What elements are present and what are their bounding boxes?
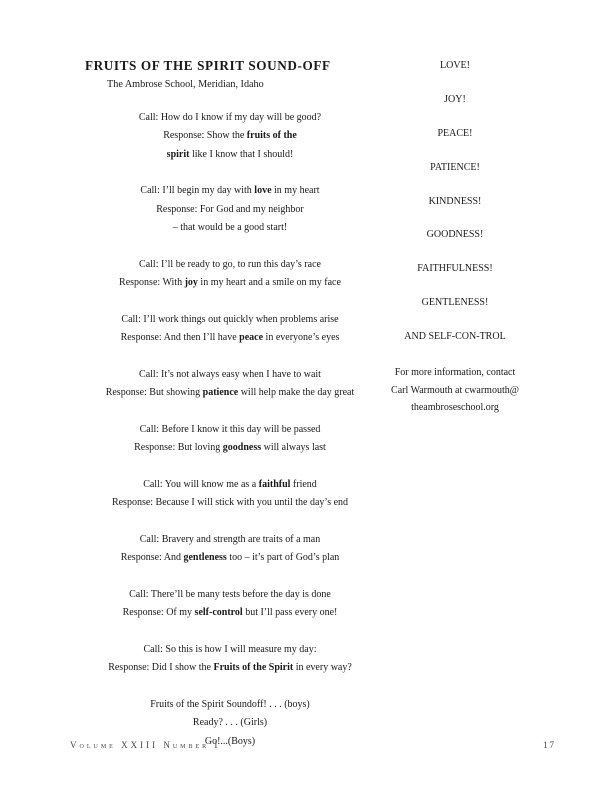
poem-line [60,439,400,457]
stanza [60,641,400,678]
poem-line [60,366,400,384]
emphasized-fruit: patience [202,387,239,399]
poem-line [60,329,400,347]
line-text: Call: So this is how I will measure my day: [143,643,317,655]
fruit-item: GENTLENESS! [421,297,489,309]
poem-line [60,182,400,200]
poem-line [60,127,400,145]
poem-line [60,256,400,274]
stanza [60,531,400,568]
emphasized-fruit: joy [184,277,198,289]
poem-line [60,641,400,659]
emphasized-fruit: Fruits of the Spirit [213,662,294,674]
poem-line [60,219,400,237]
emphasized-fruit: self-control [194,607,243,619]
line-text: like I know that I should! [189,148,294,160]
poem-line [60,274,400,292]
line-text: – that would be a good start! [172,222,288,234]
fruit-item: KINDNESS! [428,195,482,207]
poem-line [60,201,400,219]
line-text: Fruits of the Spirit Soundoff! . . . (boys) [150,698,310,710]
poem-line [60,421,400,439]
line-text: too – it’s part of God’s plan [226,552,340,564]
line-text: will always last [261,442,326,454]
fruit-item: GOODNESS! [426,229,484,241]
poem-line [60,714,400,732]
line-text: Go!...(Boys) [204,735,256,747]
line-text: friend [290,478,317,490]
line-text: Call: It’s not always easy when I have to wait [139,368,321,380]
line-text: Response: Show the [163,130,247,142]
contact-line: For more information, contact [394,367,516,379]
emphasized-fruit: goodness [222,442,262,454]
line-text: Response: And then I’ll have [120,332,240,344]
footer-page-number: 17 [543,740,556,750]
line-text: Response: Because I will stick with you until the day’s end [111,497,349,509]
line-text: in every way? [293,662,352,674]
fruit-item: LOVE! [440,60,470,71]
line-text: in my heart [271,185,320,197]
poem-line [60,549,400,567]
emphasized-fruit: gentleness [183,552,227,564]
page-title: FRUITS OF THE SPIRIT SOUND-OFF [85,58,331,73]
line-text: Call: Bravery and strength are traits of a man [139,533,321,545]
line-text: Response: For God and my neighbor [156,203,304,215]
line-text: Call: I’ll work things out quickly when problems arise [121,313,339,325]
stanza [60,109,400,164]
line-text: Response: And [120,552,184,564]
fruit-item: JOY! [444,93,466,105]
poem-line [60,384,400,402]
line-text: Response: Of my [122,607,195,619]
poem-line [60,696,400,714]
stanza [60,182,400,237]
fruit-item: PATIENCE! [430,161,480,173]
fruit-item: AND SELF-CON-TROL [404,331,506,343]
fruits-column [380,59,530,417]
line-text: Call: I’ll begin my day with [140,185,255,197]
line-text: but I’ll pass every one! [242,607,338,619]
poem-line [60,476,400,494]
poem-line [60,311,400,329]
stanza [60,476,400,513]
page-subtitle: The Ambrose School, Meridian, Idaho [107,79,264,90]
line-text: Ready? . . . (Girls) [192,717,268,729]
sound-off-poem [60,109,400,769]
emphasized-fruit: spirit [166,148,190,160]
line-text: Response: But showing [105,387,203,399]
contact-info [380,364,530,417]
stanza [60,366,400,403]
fruit-item: PEACE! [437,127,473,139]
stanza [60,586,400,623]
footer-volume: Volume XXIII Number I [70,740,221,750]
poem-line [60,109,400,127]
poem-line [60,531,400,549]
line-text: Call: Before I know it this day will be passed [139,423,321,435]
contact-line: theambroseschool.org [411,402,499,414]
contact-line: Carl Warmouth at cwarmouth@ [391,384,519,396]
fruits-list [380,59,530,364]
poem-line [60,146,400,164]
line-text: in everyone’s eyes [263,332,340,344]
line-text: Call: How do I know if my day will be good? [138,112,322,123]
emphasized-fruit: fruits of the [246,130,297,142]
poem-line [60,659,400,677]
emphasized-fruit: love [254,185,272,197]
poem-line [60,494,400,512]
emphasized-fruit: peace [239,332,264,344]
line-text: Call: You will know me as a [143,478,259,490]
line-text: will help make the day great [238,387,355,399]
line-text: Response: But loving [134,442,223,454]
stanza [60,421,400,458]
poem-line [60,604,400,622]
poem-line [60,586,400,604]
stanza [60,311,400,348]
stanza [60,256,400,293]
line-text: in my heart and a smile on my face [197,277,341,289]
fruit-item: FAITHFULNESS! [417,263,493,275]
line-text: Response: Did I show the [108,662,214,674]
line-text: Response: With [119,277,185,289]
line-text: Call: I’ll be ready to go, to run this day’s race [139,258,321,270]
line-text: Call: There’ll be many tests before the day is done [129,588,331,600]
emphasized-fruit: faithful [258,478,291,490]
